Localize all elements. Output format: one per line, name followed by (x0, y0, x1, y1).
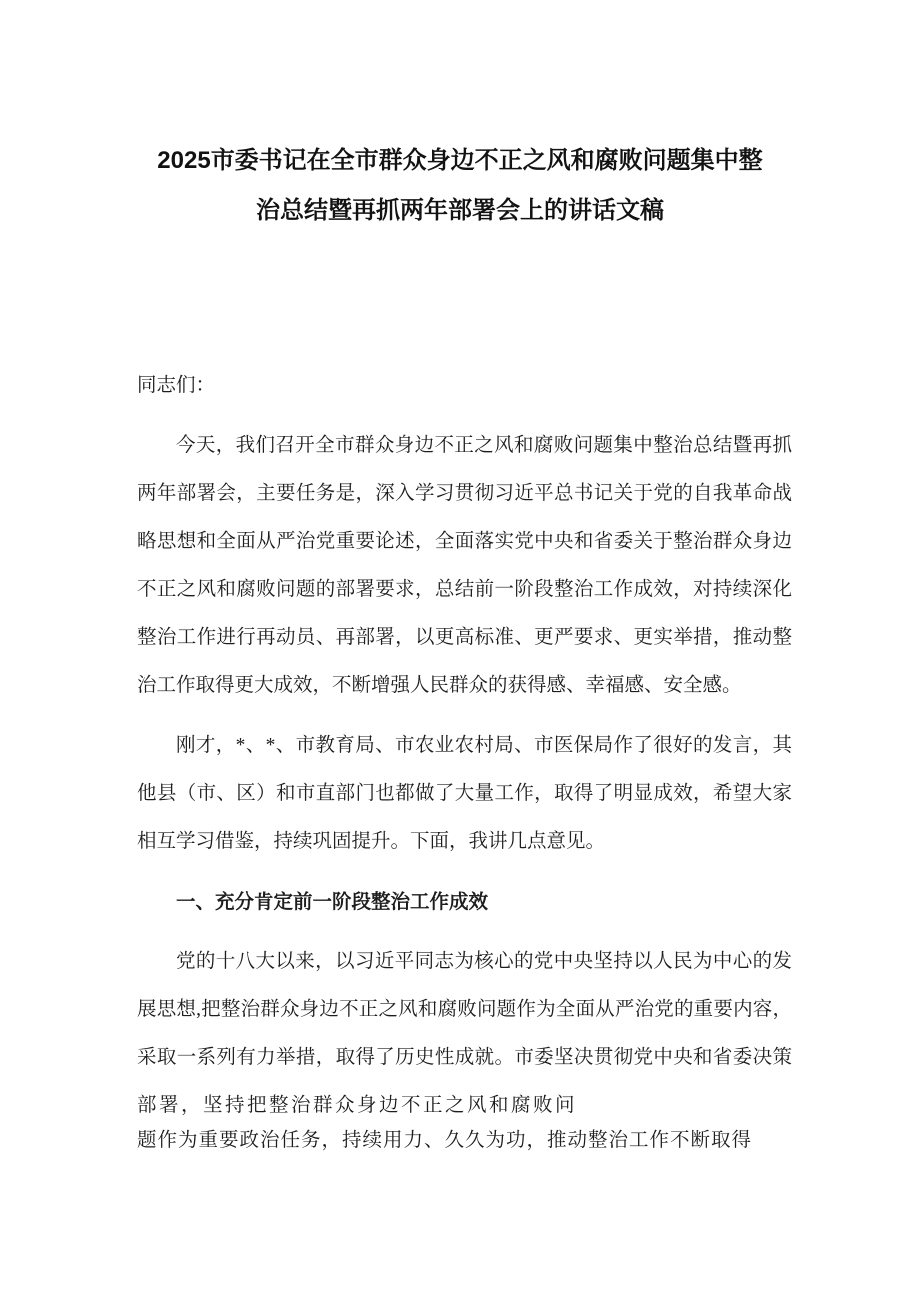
text-line: 展思想,把整治群众身边不正之风和腐败问题作为全面从严治党的重要内容， (137, 999, 792, 1020)
text-block-paragraph (137, 422, 792, 710)
text-block-salutation (137, 362, 792, 410)
document-body (137, 362, 792, 1160)
title-line-1: 2025市委书记在全市群众身边不正之风和腐败问题集中整 (157, 147, 763, 174)
text-line: 部署，坚持把整治群众身边不正之风和腐败问 (137, 1095, 578, 1116)
text-line: 采取一系列有力举措，取得了历史性成就。市委坚决贯彻党中央和省委决策 (137, 1047, 792, 1068)
text-line: 党的十八大以来，以习近平同志为核心的党中央坚持以人民为中心的发 (176, 951, 792, 972)
text-line: 题作为重要政治任务，持续用力、久久为功，推动整治工作不断取得 (137, 1130, 753, 1151)
text-line: 今天，我们召开全市群众身边不正之风和腐败问题集中整治总结暨再抓 (176, 435, 792, 456)
title-line-2: 治总结暨再抓两年部署会上的讲话文稿 (256, 197, 664, 224)
text-line: 两年部署会，主要任务是，深入学习贯彻习近平总书记关于党的自我革命战 (137, 483, 792, 504)
text-block-paragraph (137, 938, 792, 1130)
text-line: 一、充分肯定前一阶段整治工作成效 (176, 891, 489, 913)
text-line: 整治工作进行再动员、再部署，以更高标准、更严要求、更实举措，推动整 (137, 627, 792, 648)
text-line: 相互学习借鉴，持续巩固提升。下面，我讲几点意见。 (137, 831, 606, 852)
text-line: 同志们： (137, 375, 216, 396)
text-block-heading (137, 878, 792, 926)
text-line: 略思想和全面从严治党重要论述，全面落实党中央和省委关于整治群众身边 (137, 531, 792, 552)
text-line: 他县（市、区）和市直部门也都做了大量工作，取得了明显成效，希望大家 (137, 783, 792, 804)
text-line: 不正之风和腐败问题的部署要求，总结前一阶段整治工作成效，对持续深化 (137, 579, 792, 600)
document-title (0, 0, 920, 236)
text-block-paragraph (137, 722, 792, 866)
text-line: 刚才，*、*、市教育局、市农业农村局、市医保局作了很好的发言，其 (176, 735, 792, 756)
text-line: 治工作取得更大成效，不断增强人民群众的获得感、幸福感、安全感。 (137, 675, 742, 696)
text-block-tail-line (137, 1122, 792, 1160)
